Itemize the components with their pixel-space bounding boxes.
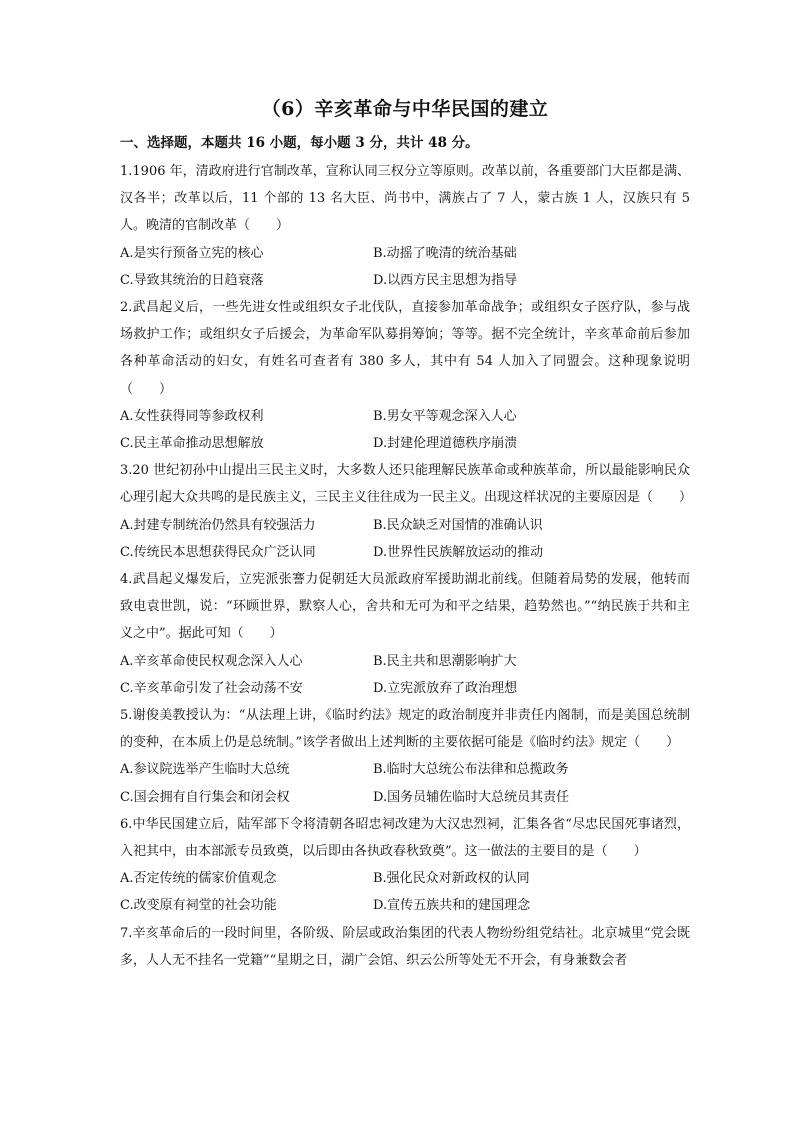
option-b: B.男女平等观念深入人心: [373, 408, 517, 424]
options-group: [120, 648, 690, 702]
option-b: B.动摇了晚清的统治基础: [373, 245, 517, 261]
options-group: [120, 865, 690, 919]
option-a: A.参议院选举产生临时大总统: [120, 762, 290, 778]
option-c: C.辛亥革命引发了社会动荡不安: [120, 680, 303, 696]
options-group: [120, 403, 690, 457]
option-c: C.传统民本思想获得民众广泛认同: [120, 544, 316, 560]
question-1: [120, 158, 690, 294]
option-a: A.女性获得同等参政权利: [120, 408, 264, 424]
option-b: B.民众缺乏对国情的准确认识: [373, 517, 543, 533]
option-a: A.封建专制统治仍然具有较强活力: [120, 517, 316, 533]
question-stem: 5.谢俊美教授认为：“从法理上讲，《临时约法》规定的政治制度并非责任内阁制，而是美国总统制的变种，在本质上仍是总统制。”该学者做出上述判断的主要依据可能是《临时约法》规定（ ）: [120, 708, 690, 751]
option-d: D.以西方民主思想为指导: [373, 272, 518, 288]
option-d: D.世界性民族解放运动的推动: [373, 544, 544, 560]
option-c: C.导致其统治的日趋衰落: [120, 272, 264, 288]
question-2: [120, 294, 690, 457]
option-a: A.是实行预备立宪的核心: [120, 245, 264, 261]
option-d: D.国务员辅佐临时大总统员其责任: [373, 789, 570, 805]
option-c: C.国会拥有自行集会和闭会权: [120, 789, 290, 805]
question-stem: 4.武昌起义爆发后，立宪派张謇力促朝廷大员派政府军援助湖北前线。但随着局势的发展，他转而致电袁世凯，说：“环顾世界，默察人心，舍共和无可为和平之结果，趋势然也。”“纳民族于共和主义之中”。据此可知（ ）: [120, 572, 690, 642]
question-stem: 3.20 世纪初孙中山提出三民主义时，大多数人还只能理解民族革命或种族革命，所以最能影响民众心理引起大众共鸣的是民族主义，三民主义往往成为一民主义。出现这样状况的主要原因是（ ）: [120, 463, 693, 506]
option-b: B.强化民众对新政权的认同: [373, 871, 530, 887]
question-stem: 6.中华民国建立后，陆军部下令将清朝各昭忠祠改建为大汉忠烈祠，汇集各省“尽忠民国死事诸烈，入祀其中，由本部派专员致奠，以后即由各执政春秋致奠”。这一做法的主要目的是（ ）: [120, 816, 690, 860]
option-a: A.辛亥革命使民权观念深入人心: [120, 653, 303, 669]
question-7: [120, 920, 690, 974]
question-5: [120, 702, 690, 811]
question-stem: 1.1906 年，清政府进行官制改革，宣称认同三权分立等原则。改革以前，各重要部门大臣都是满、汉各半；改革以后，11 个部的 13 名大臣、尚书中，满族占了 7 人，蒙古族 1 人，汉族只有 5 人。晚清的官制改革（ ）: [120, 164, 690, 234]
option-d: D.立宪派放弃了政治理想: [373, 680, 518, 696]
options-group: [120, 240, 690, 294]
options-group: [120, 512, 690, 566]
option-d: D.宣传五族共和的建国理念: [373, 898, 531, 914]
option-b: B.临时大总统公布法律和总揽政务: [373, 762, 569, 778]
question-6: [120, 811, 690, 920]
section-header: 一、选择题，本题共 16 小题，每小题 3 分，共计 48 分。: [120, 135, 479, 151]
options-group: [120, 756, 690, 810]
option-a: A.否定传统的儒家价值观念: [120, 871, 277, 887]
question-3: [120, 457, 693, 566]
option-c: C.改变原有祠堂的社会功能: [120, 898, 277, 914]
option-b: B.民主共和思潮影响扩大: [373, 653, 517, 669]
option-d: D.封建伦理道德秩序崩溃: [373, 436, 518, 452]
option-c: C.民主革命推动思想解放: [120, 436, 264, 452]
question-stem: 7.辛亥革命后的一段时间里，各阶级、阶层或政治集团的代表人物纷纷组党结社。北京城里“党会既多，人人无不挂名一党籍”“星期之日，湖广会馆、织云公所等处无不开会，有身兼数会者: [120, 925, 690, 968]
question-4: [120, 566, 690, 702]
page-title: （6）辛亥革命与中华民国的建立: [261, 98, 549, 120]
question-stem: 2.武昌起义后，一些先进女性或组织女子北伐队，直接参加革命战争；或组织女子医疗队，参与战场救护工作；或组织女子后援会，为革命军队募捐筹饷；等等。据不完全统计，辛亥革命前后参加各种革命活动的妇女，有姓名可查者有 380 多人，其中有 54 人加入了同盟会。这种现象说明（ ）: [120, 300, 690, 397]
